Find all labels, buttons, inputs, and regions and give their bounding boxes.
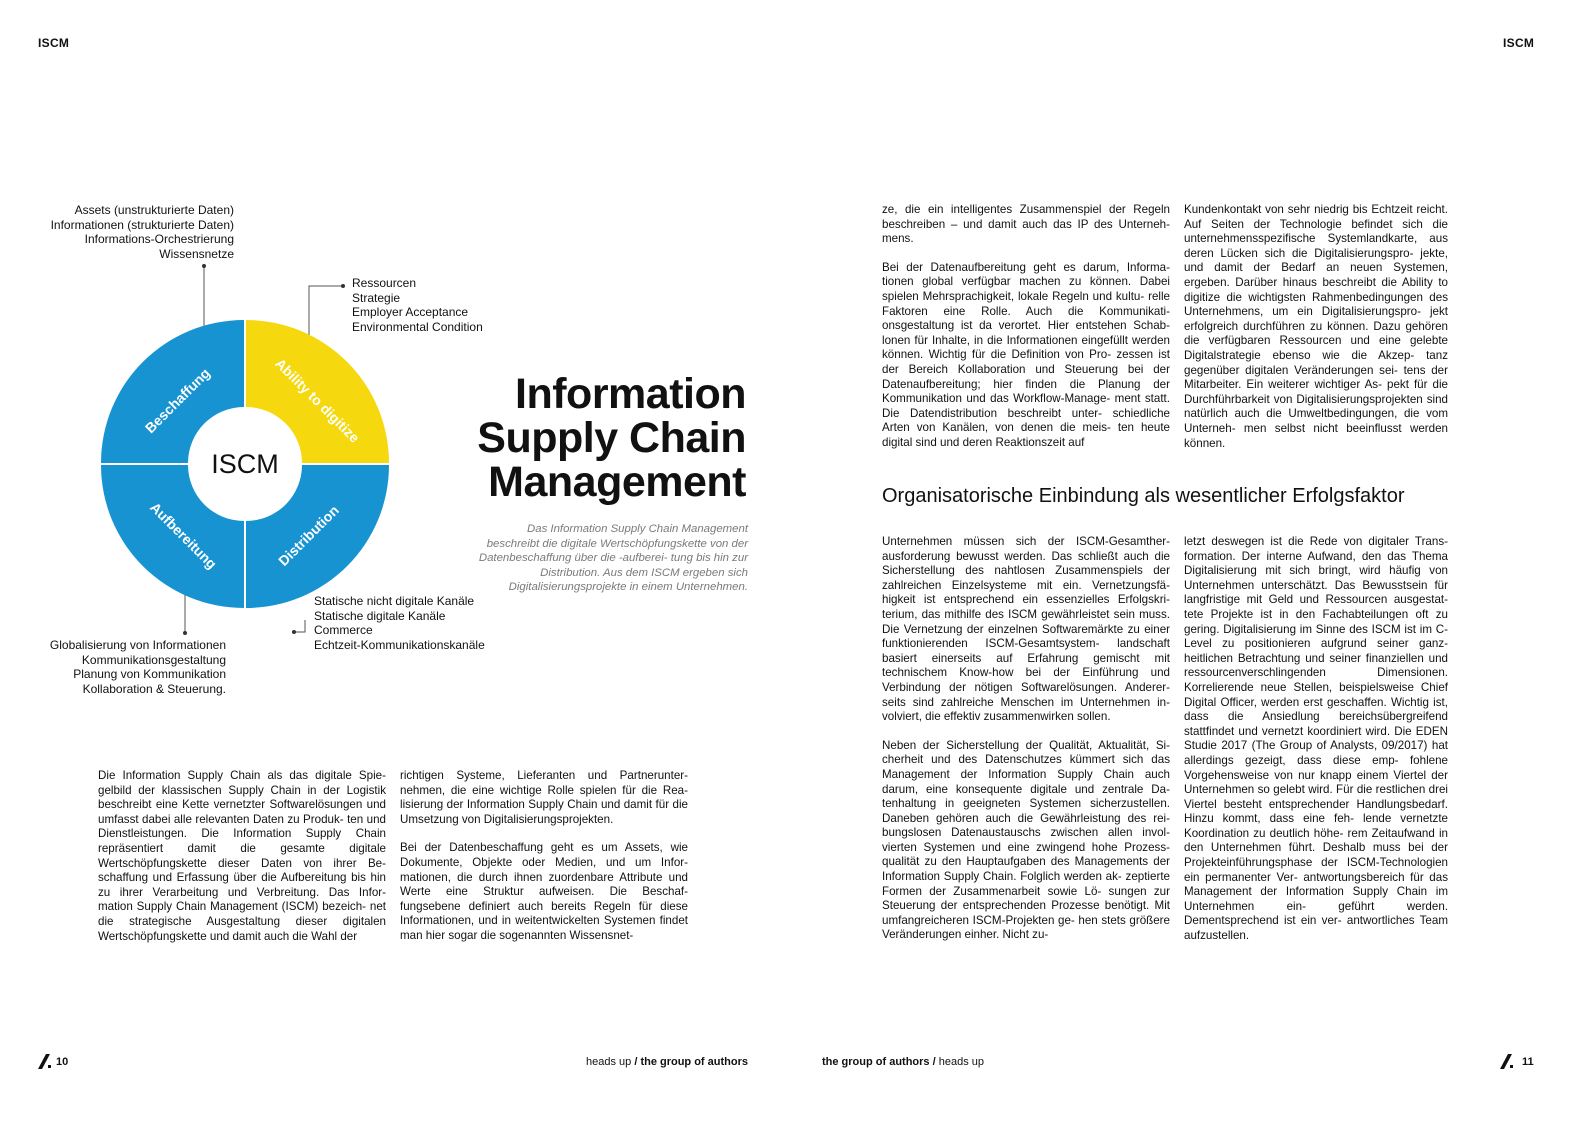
page-number-right: 11: [1522, 1056, 1534, 1068]
page-number-left: 10: [56, 1056, 69, 1068]
right-bottom-column-2: letzt deswegen ist die Rede von digitaler Trans- formation. Der interne Aufwand, den das Thema Digitalisierung mit sich bringt, wird häufig von Unternehmen unterschätzt. Das Bewusstsein für langfristige mit Geld und Ressourcen ausgestat- tete Projekte ist in den Fachabteilungen oft zu gering. Digitalisierung im Sinne des ISCM ist im C-Level zu positionieren aufgrund seiner ganz- heitlichen Betrachtung und seiner finanziellen und ressourcenverschlingenden Dimensionen. Korrelierende neue Stellen, beispielsweise Chief Digital Officer, werden erst geschaffen. Wichtig ist, dass die Ansiedlung bereichsübergreifend stattfindet und vernetzt koordiniert wird. Die EDEN Studie 2017 (The Group of Analysts, 09/2017) hat allerdings gezeigt, dass diese emp- fohlene Vorgehensweise von nur knapp einem Viertel der Unternehmen so gelebt wird. Für die restlichen drei Viertel besteht entsprechender Handlungsbedarf. Hinzu kommt, dass eine feh- lende vernetzte Koordination zu deutlich höhe- rem Zeitaufwand in den Unternehmen führt. Deshalb muss bei der Projekteinführungsphase der ISCM-Technologien ein permanenter Ver- antwortungsbereich für das Management der Information Supply Chain im Unternehmen ein- geführt werden. Dementsprechend ist ein ver- antwortliches Team aufzustellen.: [1184, 535, 1448, 943]
article-intro: Das Information Supply Chain Management beschreibt die digitale Wertschöpfungskette von der Datenbeschaffung über die -aufberei- tung bis hin zur Distribution. Aus dem ISCM ergeben sich Digitalisierungsprojekte in einem Unternehmen.: [478, 523, 748, 594]
segment-aufbereitung: [101, 465, 244, 608]
footer-right-text: the group of authors / heads up: [822, 1056, 984, 1068]
running-header-right: ISCM: [1503, 36, 1535, 50]
callout-beschaffung: Assets (unstrukturierte Daten) Informationen (strukturierte Daten) Informations-Orchestrierung Wissensnetze: [50, 203, 234, 261]
iscm-diagram: [0, 0, 520, 720]
left-column-2: richtigen Systeme, Lieferanten und Partnerunter- nehmen, die eine wichtige Rolle spielen für die Rea- lisierung der Information Supply Chain und damit für die Umsetzung von Digitalisierungsprojekten. Bei der Datenbeschaffung geht es um Assets, wie Dokumente, Objekte oder Medien, und um Infor- mationen, die durch ihnen zuordenbare Attribute und Werte eine Struktur aufweisen. Die Beschaf- fungsebene definiert auch bereits Regeln für diese Informationen, und in weitentwickelten Systemen findet man hier sogar die sogenannten Wissensnet-: [400, 769, 688, 942]
left-column-1: Die Information Supply Chain als das digitale Spie- gelbild der klassischen Supply Chain in der Logistik beschreibt eine Kette vernetzter Softwarelösungen und umfasst dabei alle relevanten Daten zu Produk- ten und Dienstleistungen. Die Information Supply Chain repräsentiert damit die gesamte digitale Wertschöpfungskette dieser Daten von ihrer Be- schaffung und Erfassung über die Aufbereitung bis hin zu ihrer Verarbeitung und Verbreitung. Das Infor- mation Supply Chain Management (ISCM) bezeich- net die strategische Ausgestaltung dieser digitalen Wertschöpfungskette und damit auch die Wahl der: [98, 769, 386, 943]
segment-label-beschaffung: Beschaffung: [141, 364, 214, 437]
segment-label-aufbereitung: Aufbereitung: [147, 499, 220, 572]
callout-aufbereitung: Globalisierung von Informationen Kommunikationsgestaltung Planung von Kommunikation Kollaboration & Steuerung.: [49, 638, 226, 696]
callout-distribution: Statische nicht digitale Kanäle Statische digitale Kanäle Commerce Echtzeit-Kommunikationskanäle: [314, 594, 485, 652]
right-bottom-column-1: Unternehmen müssen sich der ISCM-Gesamther- ausforderung bewusst werden. Das schließt auch die Sicherstellung des nahtlosen Zusammenspiels der zahlreichen Einzelsysteme mit ein. Vernetzungsfä- higkeit ist entsprechend ein essenzielles Erfolgskri- terium, das mithilfe des ISCM gewährleistet sein muss. Die Vernetzung der einzelnen Softwaremärkte zu einer funktionierenden ISCM-Gesamtsystem- landschaft basiert einerseits auf Erfahrung gemischt mit technischem Know-how bei der Einführung und Verbindung der nötigen Softwarelösungen. Anderer- seits sind zahlreiche Menschen im Unternehmen in- volviert, die effektiv zusammenwirken sollen. Neben der Sicherstellung der Qualität, Aktualität, Si- cherheit und des Datenschutzes kümmert sich das Management der Information Supply Chain auch darum, eine konsequente digitale und zentrale Da- tenhaltung in geeigneten Systemen sicherzustellen. Daneben gehören auch die Gewährleistung des rei- bungslosen Datenaustauschs zwischen allen invol- vierten Systemen und eine zwingend hohe Prozess- qualität zu den Hauptaufgaben des Managements der Information Supply Chain. Folglich werden ak- zeptierte Formen der Zusammenarbeit sowie Lö- sungen zur Steuerung der entsprechenden Prozesse benötigt. Mit umfangreicheren ISCM-Projekten ge- hen stets größere Veränderungen einher. Nicht zu-: [882, 535, 1170, 942]
footer-left-text: heads up / the group of authors: [586, 1056, 748, 1068]
logo-mark-left-icon: [38, 1054, 52, 1070]
segment-label-ability: Ability to digitize: [272, 355, 363, 446]
logo-mark-right-icon: [1500, 1054, 1514, 1070]
callout-ability-to-digitize: Ressourcen Strategie Employer Acceptance Environmental Condition: [352, 276, 483, 334]
right-top-column-1: ze, die ein intelligentes Zusammenspiel der Regeln beschreiben – und damit auch das IP des Unterneh- mens. Bei der Datenaufbereitung geht es darum, Informa- tionen global verfügbar machen zu können. Dabei spielen Mehrsprachigkeit, lokale Regeln und kultu- relle Faktoren eine Rolle. Auch die Kommunikati- onsgestaltung ist da verortet. Hier entstehen Schab- lonen für Inhalte, in die Informationen eingefüllt werden können. Wichtig für die Definition von Pro- zessen ist der Bereich Kollaboration und Steuerung bei der Datenaufbereitung; hier finden die Planung der Kommunikation und das Workflow-Manage- ment statt. Die Datendistribution beschreibt unter- schiedliche Arten von Kanälen, von denen die meis- ten heute digital sind und deren Reaktionszeit auf: [882, 203, 1170, 449]
running-header-left: ISCM: [38, 36, 70, 50]
diagram-center-label: ISCM: [211, 449, 279, 479]
right-top-column-2: Kundenkontakt von sehr niedrig bis Echtzeit reicht. Auf Seiten der Technologie befindet sich die unternehmensspezifische Systemlandkarte, aus deren Lücken sich die Digitalisierungspro- jekte, und damit der Bedarf an neuen Systemen, ergeben. Darüber hinaus beschreibt die Ability to digitize die wichtigsten Rahmenbedingungen des Unternehmens, um ein Digitalisierungspro- jekt erfolgreich durchführen zu können. Dazu gehören die verfügbaren Ressourcen und eine gelebte Digitalstrategie ebenso wie die Akzep- tanz gegenüber digitalen Veränderungen sei- tens der Mitarbeiter. Ein weiterer wichtiger As- pekt für die Durchführbarkeit von Digitalisierungsprojekten sind natürlich auch die Umweltbedingungen, die vom Unterneh- men selbst nicht beeinflusst werden können.: [1184, 203, 1448, 450]
section-subheading: Organisatorische Einbindung als wesentlicher Erfolgsfaktor: [882, 485, 1405, 507]
segment-beschaffung: [101, 320, 244, 463]
article-title: Information Supply Chain Management: [477, 370, 746, 506]
segment-label-distribution: Distribution: [275, 502, 342, 569]
